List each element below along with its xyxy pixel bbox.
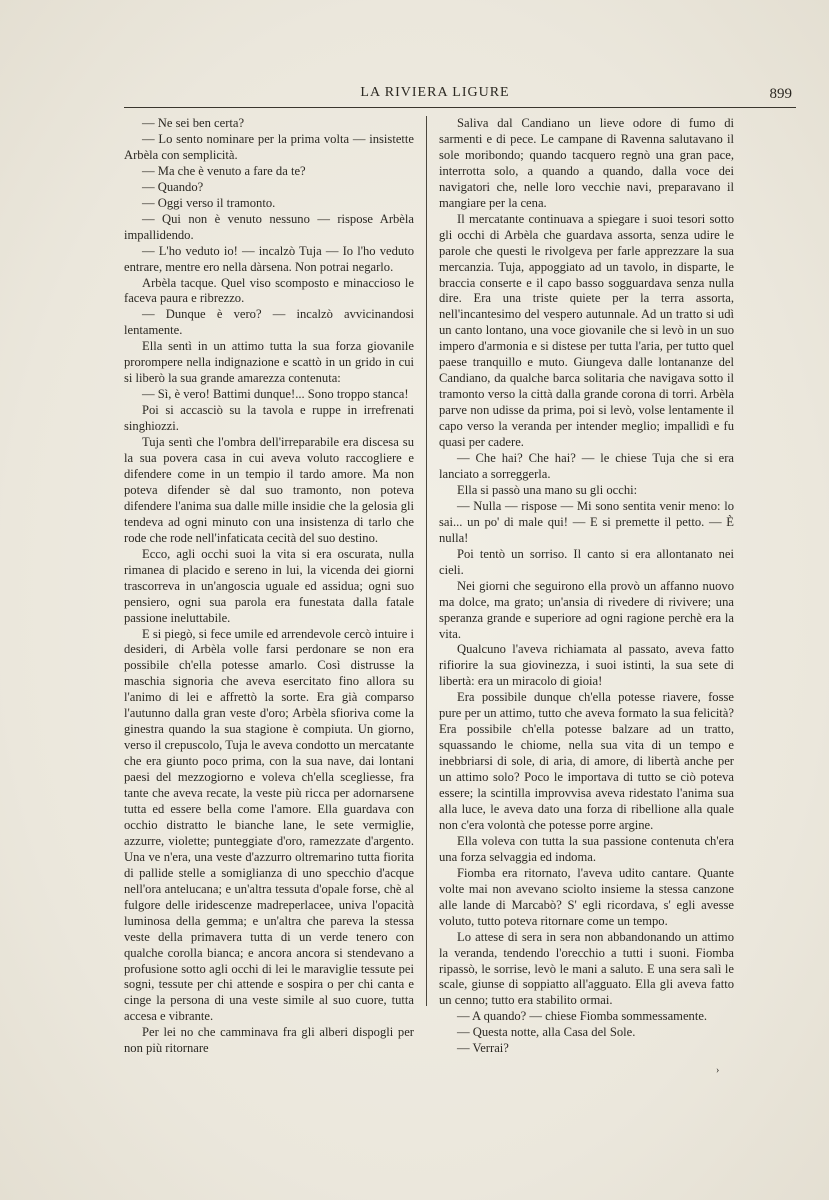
paragraph: — Questa notte, alla Casa del Sole. [457, 1025, 636, 1040]
paragraph: Poi si accasciò su la tavola e ruppe in irrefrenati singhiozzi. [124, 403, 414, 434]
paragraph: Lo attese di sera in sera non abbandonando un attimo la veranda, tendendo l'orecchio a tutti i suoni. Fiomba ripassò, le sorrise, levò le mani a saluto. E una sera salì le scale, giunse di soppiatto all'agguato. Ella gli aveva fatto un cenno; tutto era stabilito ormai. [439, 929, 734, 1008]
right-text-column [439, 116, 734, 1057]
page-number: 899 [769, 86, 792, 102]
paragraph: Qualcuno l'aveva richiamata al passato, aveva fatto rifiorire la sua giovinezza, i suoi istinti, la sua sete di libertà: era un miracolo di gioia! [439, 642, 734, 689]
paragraph: — Ma che è venuto a fare da te? [142, 163, 306, 178]
header-rule [124, 107, 796, 108]
paragraph: — A quando? — chiese Fiomba sommessamente. [457, 1009, 708, 1024]
paragraph: Fiomba era ritornato, l'aveva udito cantare. Quante volte mai non avevano sciolto insieme la stessa canzone alle lande di Marcabò? S' egli ricordava, s' egli avesse voluto, tutto poteva ritornare come un tempo. [439, 865, 734, 928]
paragraph: — Sì, è vero! Battimi dunque!... Sono troppo stanca! [142, 387, 409, 402]
paragraph: Saliva dal Candiano un lieve odore di fumo di sarmenti e di pece. Le campane di Ravenna salutavano il sole moribondo; quando tacquero regnò una gran pace, interrotta solo, a quando a quando, dalla voce dei navigatori che, nelle loro vecchie navi, preparavano il mangiare per la cena. [439, 116, 734, 210]
paragraph: — Quando? [142, 179, 204, 194]
paragraph: — L'ho veduto io! — incalzò Tuja — Io l'ho veduto entrare, mentre ero nella dàrsena. Non potrai negarlo. [124, 243, 414, 274]
footer-mark: › [716, 1065, 720, 1076]
paragraph: — Lo sento nominare per la prima volta — insistette Arbèla con semplicità. [124, 131, 414, 162]
left-text-column [124, 116, 414, 1057]
paragraph: Ecco, agli occhi suoi la vita si era oscurata, nulla rimanea di placido e sereno in lui, la vicenda dei giorni trascorreva in un'angoscia uguale ed assidua; ogni suo pensiero, ogni sua parola era funestata dalla fatale passione ineluttabile. [124, 546, 414, 625]
paragraph: Tuja sentì che l'ombra dell'irreparabile era discesa su la sua povera casa in cui aveva voluto raccogliere e difendere come in un tempio il tardo amore. Ma non poteva difender sè dal suo tramonto, non poteva difendere l'anima sua dalle mille insidie che la gelosia gli tendeva ad ogni minuto con una insistenza di tarlo che rode che rode nell'infaticata cecità del suo destino. [124, 435, 414, 545]
paragraph: — Che hai? Che hai? — le chiese Tuja che si era lanciato a sorreggerla. [439, 451, 734, 481]
paragraph: Ella si passò una mano su gli occhi: [457, 482, 638, 497]
paragraph: — Nulla — rispose — Mi sono sentita venir meno: lo sai... un po' di male qui! — E si premette il petto. — È nulla! [439, 498, 734, 545]
paragraph: Era possibile dunque ch'ella potesse riavere, fosse pure per un attimo, tutto che aveva formato la sua felicità? Era possibile ch'ella potesse balzare ad un tratto, squassando le chiome, nella sua vita di un tempo e inebbriarsi di sole, di aria, di amore, di libertà anche per un attimo solo? Poco le importava di tutto se ciò poteva essere; la scintilla improvvisa aveva ridestato l'anima sua alla luce, le aveva dato una forza di ribellione alla quale non c'era volontà che potesse porre argine. [439, 690, 734, 832]
paragraph: Arbèla tacque. Quel viso scomposto e minaccioso le faceva paura e ribrezzo. [124, 275, 414, 306]
paragraph: — Qui non è venuto nessuno — rispose Arbèla impallidendo. [124, 211, 414, 242]
paragraph: E si piegò, si fece umile ed arrendevole cercò intuire i desideri, di Arbèla volle farsi perdonare se non era possibile ch'ella potesse amarlo. Così distrusse la maschia signoria che aveva esercitato fino allora su l'animo di lei e affrettò la sorte. Era già comparso l'autunno dalla gran veste d'oro; Arbèla sfioriva come la ginestra quando la sua stagione è compiuta. Un giorno, verso il crepuscolo, Tuja le aveva condotto un mercatante che era giunto poco prima, con la sua nave, dai lontani paesi del mezzogiorno e voleva ch'ella scegliesse, fra tante che aveva recate, la veste più ricca per adornarsene tutta ed essere bella come l'amore. Ella guardava con occhio distratto le bianche lane, le sete vermiglie, azzurre, violette; punteggiate d'oro, ramezzate d'argento. Una ve n'era, una veste d'azzurro oltremarino tutta fiorita di pallide stelle a somiglianza di uno specchio d'acque nell'ora antelucana; e un'altra tessuta d'opale forse, chè al fulgore delle iridescenze madreperlacee, univa l'opacità luminosa della gemma; e un'altra che pareva la stessa veste della primavera tutta di un verde tenero con qualche corolla bianca; e ancora ancora si stendevano a profusione sotto agli occhi di lei le maraviglie tessute pei sogni, tessute per chi attende e sospira o per chi canta e cinge la persona di una veste simile al suo cuore, tutta accesa e vibrante. [124, 626, 414, 1024]
paragraph: Il mercatante continuava a spiegare i suoi tesori sotto gli occhi di Arbèla che guardava assorta, senza udire le parole che questi le rivolgeva per farle apprezzare la sua mercanzia. Tuja, appoggiato ad un tavolo, in disparte, le braccia conserte e il capo basso sogguardava senza nulla dire. Era una triste quiete per la terra assorta, nell'incantesimo del vespero autunnale. Ad un tratto si udì un canto lontano, una voce giovanile che si levò in un suo impero d'armonia e si distese per tutta l'aria, per tutto quel paese tranquillo e muto. Giungeva dalle lontananze del Candiano, da qualche barca solitaria che navigava sotto il tramonto verso la città dalla grande corona di torri. Arbèla parve non udisse da prima, poi si levò, volse lentamente il capo verso la veranda per intender meglio; impallidì e fu quasi per cadere. [439, 211, 734, 450]
paragraph: — Verrai? [457, 1041, 509, 1056]
paragraph: — Dunque è vero? — incalzò avvicinandosi lentamente. [124, 307, 414, 338]
paragraph: — Ne sei ben certa? [142, 116, 245, 130]
paragraph: Per lei no che camminava fra gli alberi dispogli per non più ritornare [124, 1025, 414, 1056]
running-header-title: LA RIVIERA LIGURE [360, 85, 510, 100]
column-divider [426, 116, 427, 1006]
paragraph: Poi tentò un sorriso. Il canto si era allontanato nei cieli. [439, 546, 734, 577]
paragraph: Ella voleva con tutta la sua passione contenuta ch'era una forza selvaggia ed indoma. [439, 833, 734, 864]
paragraph: Ella sentì in un attimo tutta la sua forza giovanile prorompere nella indignazione e scattò in un grido in cui si liberò la sua grande amarezza contenuta: [124, 339, 414, 386]
paragraph: Nei giorni che seguirono ella provò un affanno nuovo ma dolce, ma grato; un'ansia di rivedere di rivivere; una speranza grande e superiore ad ogni ragione perchè era la vita. [439, 578, 734, 641]
paragraph: — Oggi verso il tramonto. [142, 195, 276, 210]
